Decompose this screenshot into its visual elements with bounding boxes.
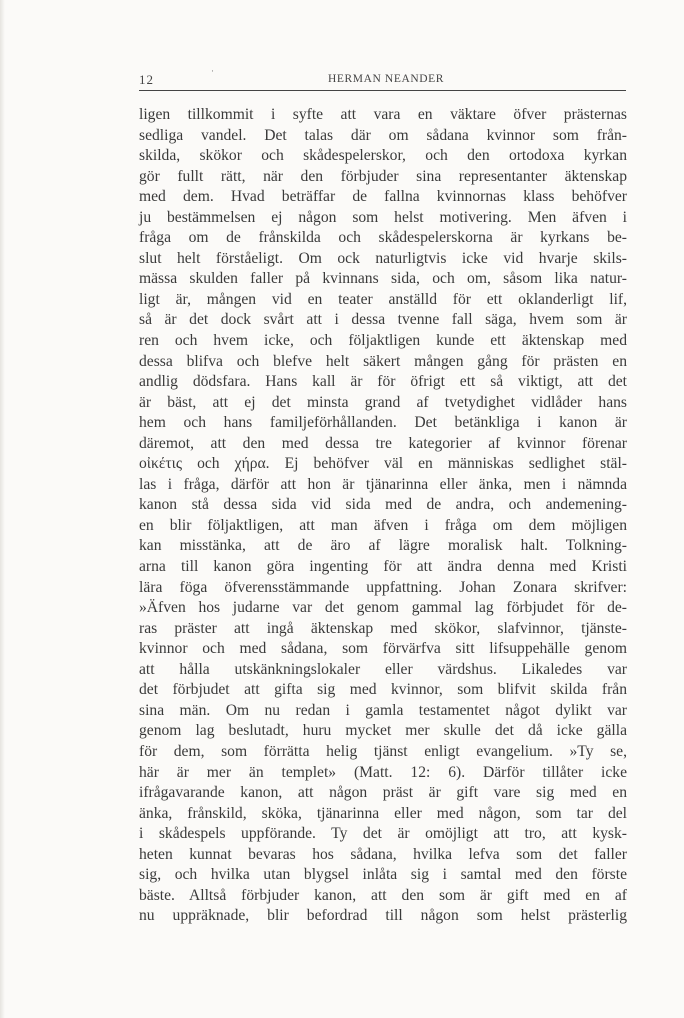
page-number: 12 [139,72,154,87]
text-line: nu uppräknade, blir befordrad till någon som helst prästerlig [139,907,627,925]
text-line: kanon stå dessa sida vid sida med de andra, och andemening- [139,496,627,514]
text-line: andlig dödsfara. Hans kall är för öfrigt ett så viktigt, att det [139,373,627,391]
text-line: är bäst, att ej det minsta grand af tvetydighet vidlåder hans [139,393,627,411]
text-line: änka, frånskild, sköka, tjänarinna eller med någon, som tar del [139,804,627,822]
text-line: med dem. Hvad beträffar de fallna kvinnornas klass behöfver [139,188,627,206]
text-line: genom lag beslutadt, huru mycket mer skulle det då icke gälla [139,722,627,740]
text-line: att hålla utskänkningslokaler eller värdshus. Likaledes var [139,660,627,678]
text-line: kvinnor och med sådana, som förvärfva sitt lifsuppehälle genom [139,640,627,658]
running-title: HERMAN NEANDER [328,73,445,85]
body-text [139,105,627,927]
text-line: en blir följaktligen, att man äfven i fråga om dem möjligen [139,516,627,534]
text-line: ju bestämmelsen ej någon som helst motivering. Men äfven i [139,208,627,226]
text-line: skilda, skökor och skådespelerskor, och den ortodoxa kyrkan [139,147,627,165]
text-line: här är mer än templet» (Matt. 12: 6). Därför tillåter icke [139,763,627,781]
text-line: kan misstänka, att de äro af lägre moralisk halt. Tolkning- [139,537,627,555]
text-line: mässa skulden faller på kvinnans sida, och om, såsom lika natur- [139,270,627,288]
text-line: hem och hans familjeförhållanden. Det betänkliga i kanon är [139,414,627,432]
text-line: sedliga vandel. Det talas där om sådana kvinnor som från- [139,126,627,144]
text-line: i skådespels uppförande. Ty det är omöjligt att tro, att kysk- [139,825,627,843]
text-line: ifrågavarande kanon, att någon präst är gift vare sig med en [139,784,627,802]
text-line: för dem, som förrätta helig tjänst enligt evangelium. »Ty se, [139,742,627,760]
text-line: bäste. Alltså förbjuder kanon, att den som är gift med en af [139,886,627,904]
text-line: ras präster att ingå äktenskap med skökor, slafvinnor, tjänste- [139,619,627,637]
text-line: slut helt förståeligt. Om ock naturligtvis icke vid hvarje skils- [139,249,627,267]
text-line: heten kunnat bevaras hos sådana, hvilka lefva som det faller [139,845,627,863]
text-line: οἰκέτις och χήρα. Ej behöfver väl en människas sedlighet stäl- [139,455,627,473]
text-line: las i fråga, därför att hon är tjänarinna eller änka, men i nämnda [139,475,627,493]
text-line: ren och hvem icke, och följaktligen kunde ett äktenskap med [139,332,627,350]
text-line: gör fullt rätt, när den förbjuder sina representanter äktenskap [139,167,627,185]
header-dot: · [211,66,214,76]
text-line: ligt är, mången vid en teater anställd för ett oklanderligt lif, [139,290,627,308]
text-line: »Äfven hos judarne var det genom gammal lag förbjudet för de- [139,599,627,617]
text-line: sig, och hvilka utan blygsel inlåta sig i samtal med den förste [139,866,627,884]
running-header [139,66,626,90]
text-line: däremot, att den med dessa tre kategorier af kvinnor förenar [139,434,627,452]
header-rule [139,90,626,91]
text-line: dessa blifva och blefve helt säkert mången gång för prästen en [139,352,627,370]
text-line: arna till kanon göra ingenting för att ändra denna med Kristi [139,558,627,576]
text-line: sina män. Om nu redan i gamla testamentet något dylikt var [139,701,627,719]
text-line: det förbjudet att gifta sig med kvinnor, som blifvit skilda från [139,681,627,699]
page-edge-shadow [0,0,5,1018]
text-line: så är det dock svårt att i dessa tvenne fall säga, hvem som är [139,311,627,329]
text-line: lära föga öfverensstämmande uppfattning. Johan Zonara skrifver: [139,578,627,596]
text-line: fråga om de frånskilda och skådespelerskorna är kyrkans be- [139,229,627,247]
text-line: ligen tillkommit i syfte att vara en väktare öfver prästernas [139,106,627,123]
